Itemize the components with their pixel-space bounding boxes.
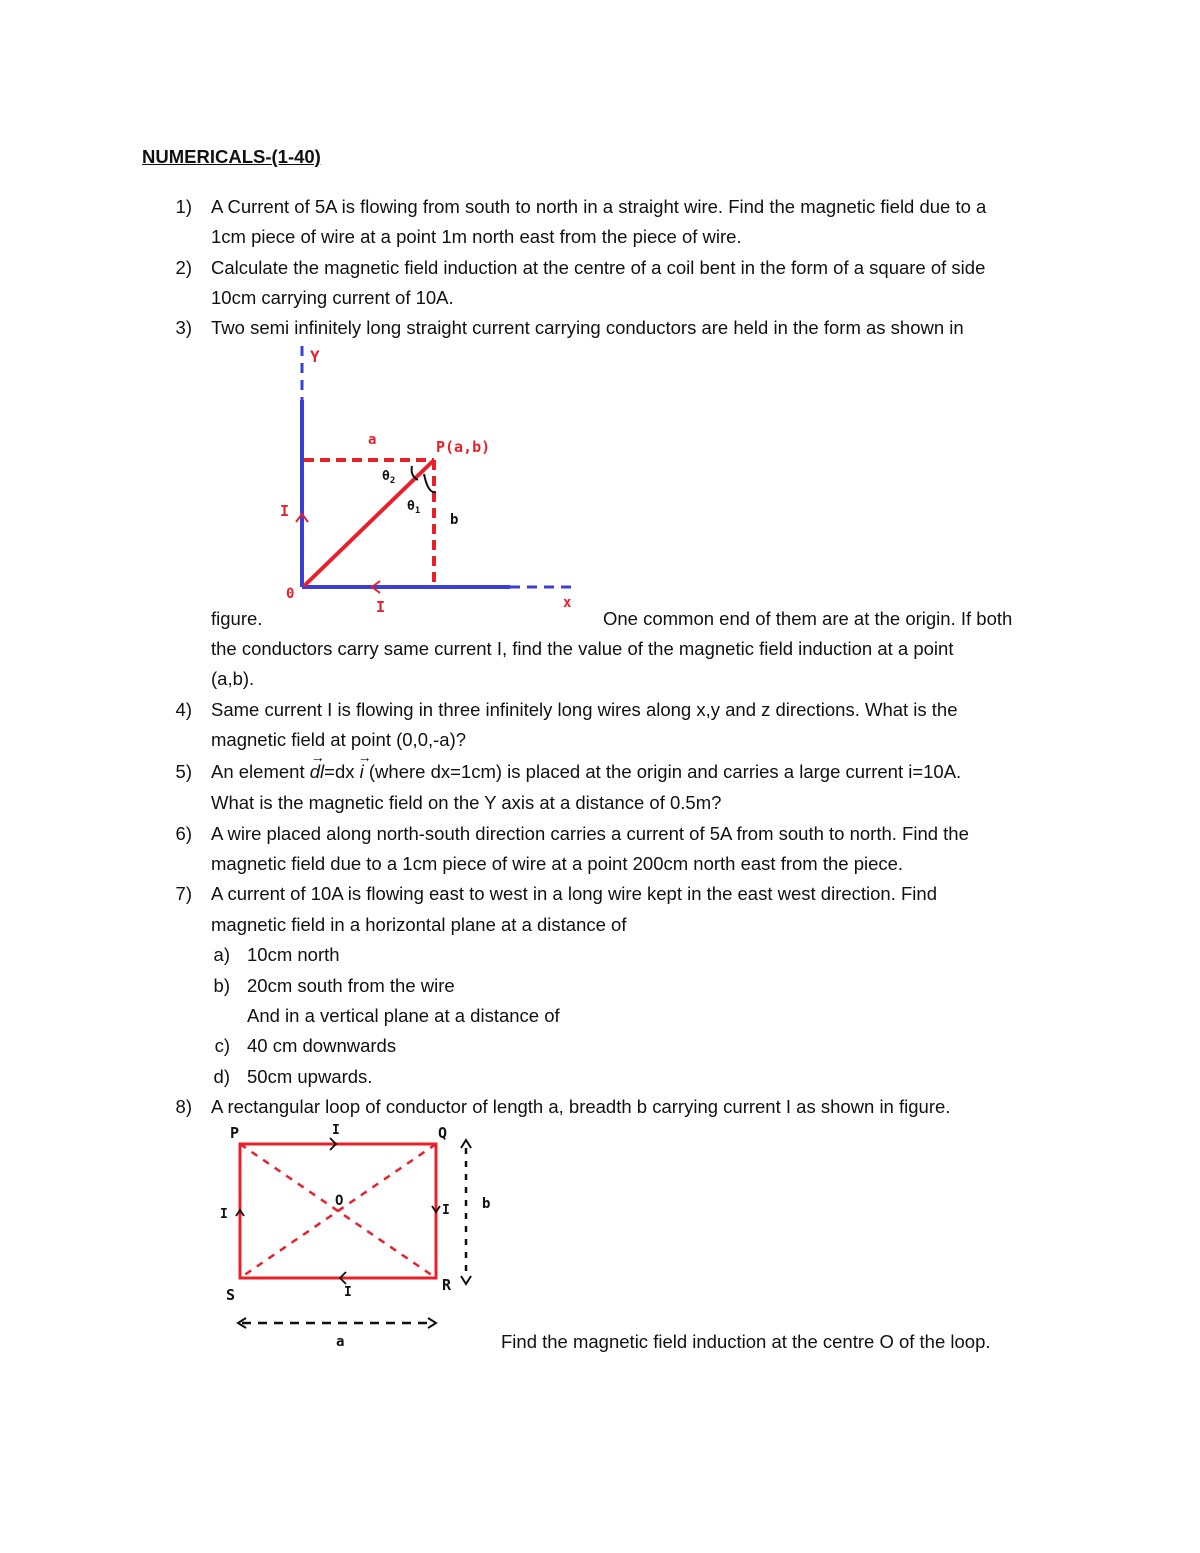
- centre-label-o: O: [335, 1193, 344, 1209]
- subpart-text: 10cm north: [247, 944, 340, 965]
- question-text: Same current I is flowing in three infinitely long wires along x,y and z directions. What is the: [211, 699, 958, 720]
- point-label: P(a,b): [436, 438, 491, 456]
- vector-arrow-icon: →: [357, 749, 372, 765]
- b-label: b: [482, 1196, 491, 1212]
- subpart-text: 50cm upwards.: [247, 1066, 373, 1087]
- conductor-figure: [260, 340, 600, 620]
- unit-vector-i: [357, 749, 372, 782]
- subpart-text: 40 cm downwards: [247, 1035, 397, 1056]
- question-text: 10cm carrying current of 10A.: [211, 287, 454, 308]
- question-text: A current of 10A is flowing east to west in a long wire kept in the east west direction. Find: [211, 883, 937, 904]
- vector-dl: [309, 749, 325, 782]
- question-number: 1): [175, 196, 192, 217]
- unit-vector-text: i: [359, 761, 364, 782]
- a-label: a: [368, 432, 377, 448]
- subpart-label: a): [213, 944, 230, 965]
- current-label-bottom: I: [344, 1285, 352, 1300]
- question-text: 1cm piece of wire at a point 1m north east from the piece of wire.: [211, 226, 742, 247]
- question-number: 6): [175, 823, 192, 844]
- question-text: Calculate the magnetic field induction at the centre of a coil bent in the form of a square of side: [211, 257, 986, 278]
- current-label-left: I: [220, 1207, 228, 1222]
- question-number: 2): [175, 257, 192, 278]
- question-text: A Current of 5A is flowing from south to north in a straight wire. Find the magnetic field due to a: [211, 196, 987, 217]
- question-text: [211, 749, 962, 783]
- arrow-up-icon: [461, 1140, 471, 1148]
- b-label: b: [450, 512, 459, 528]
- x-axis-label: x: [563, 595, 572, 611]
- diagonal-line: [304, 460, 434, 586]
- question-text-part: =dx: [324, 761, 360, 782]
- origin-label: 0: [286, 586, 295, 602]
- question-text: Two semi infinitely long straight current carrying conductors are held in the form as shown in: [211, 317, 964, 338]
- question-text: magnetic field due to a 1cm piece of wire at a point 200cm north east from the piece.: [211, 853, 904, 874]
- corner-label-s: S: [226, 1286, 236, 1304]
- theta2-label: $\theta_2$: [382, 469, 396, 486]
- question-text: A wire placed along north-south direction carries a current of 5A from south to north. Find the: [211, 823, 969, 844]
- question-text: magnetic field in a horizontal plane at a distance of: [211, 914, 627, 935]
- current-label-left: I: [280, 502, 290, 520]
- theta1-label: $\theta_1$: [407, 499, 421, 516]
- question-text-part: An element: [211, 761, 310, 782]
- figure-word: figure.: [211, 608, 263, 629]
- subpart-text: And in a vertical plane at a distance of: [247, 1005, 560, 1026]
- vector-dl-text: dl: [309, 761, 325, 782]
- question-text: What is the magnetic field on the Y axis at a distance of 0.5m?: [211, 792, 722, 813]
- question-text: One common end of them are at the origin. If both: [603, 608, 1013, 629]
- question-number: 8): [175, 1096, 192, 1117]
- current-label-right: I: [442, 1203, 450, 1218]
- question-text: A rectangular loop of conductor of length a, breadth b carrying current I as shown in figure.: [211, 1096, 951, 1117]
- question-number: 5): [175, 761, 192, 782]
- a-label: a: [336, 1334, 345, 1350]
- corner-label-p: P: [230, 1124, 240, 1142]
- current-label-bottom: I: [376, 598, 386, 616]
- question-text-part: (where dx=1cm) is placed at the origin and carries a large current i=10A.: [363, 761, 962, 782]
- question-text: magnetic field at point (0,0,-a)?: [211, 729, 467, 750]
- y-axis-label: Y: [310, 347, 320, 366]
- current-label-top: I: [332, 1123, 340, 1138]
- corner-label-r: R: [442, 1276, 452, 1294]
- question-number: 7): [175, 883, 192, 904]
- page-title: NUMERICALS-(1-40): [142, 146, 321, 167]
- question-number: 4): [175, 699, 192, 720]
- vector-arrow-icon: →: [310, 749, 325, 765]
- subpart-text: 20cm south from the wire: [247, 975, 455, 996]
- subpart-label: b): [213, 975, 230, 996]
- question-text: (a,b).: [211, 668, 255, 689]
- question-text: the conductors carry same current I, find the value of the magnetic field induction at a point: [211, 638, 954, 659]
- rectangular-loop-figure: [210, 1118, 510, 1350]
- question-text: Find the magnetic field induction at the centre O of the loop.: [501, 1331, 991, 1352]
- corner-label-q: Q: [438, 1124, 448, 1142]
- subpart-label: c): [214, 1035, 230, 1056]
- arrow-down-icon: [461, 1276, 471, 1284]
- subpart-label: d): [213, 1066, 230, 1087]
- question-number: 3): [175, 317, 192, 338]
